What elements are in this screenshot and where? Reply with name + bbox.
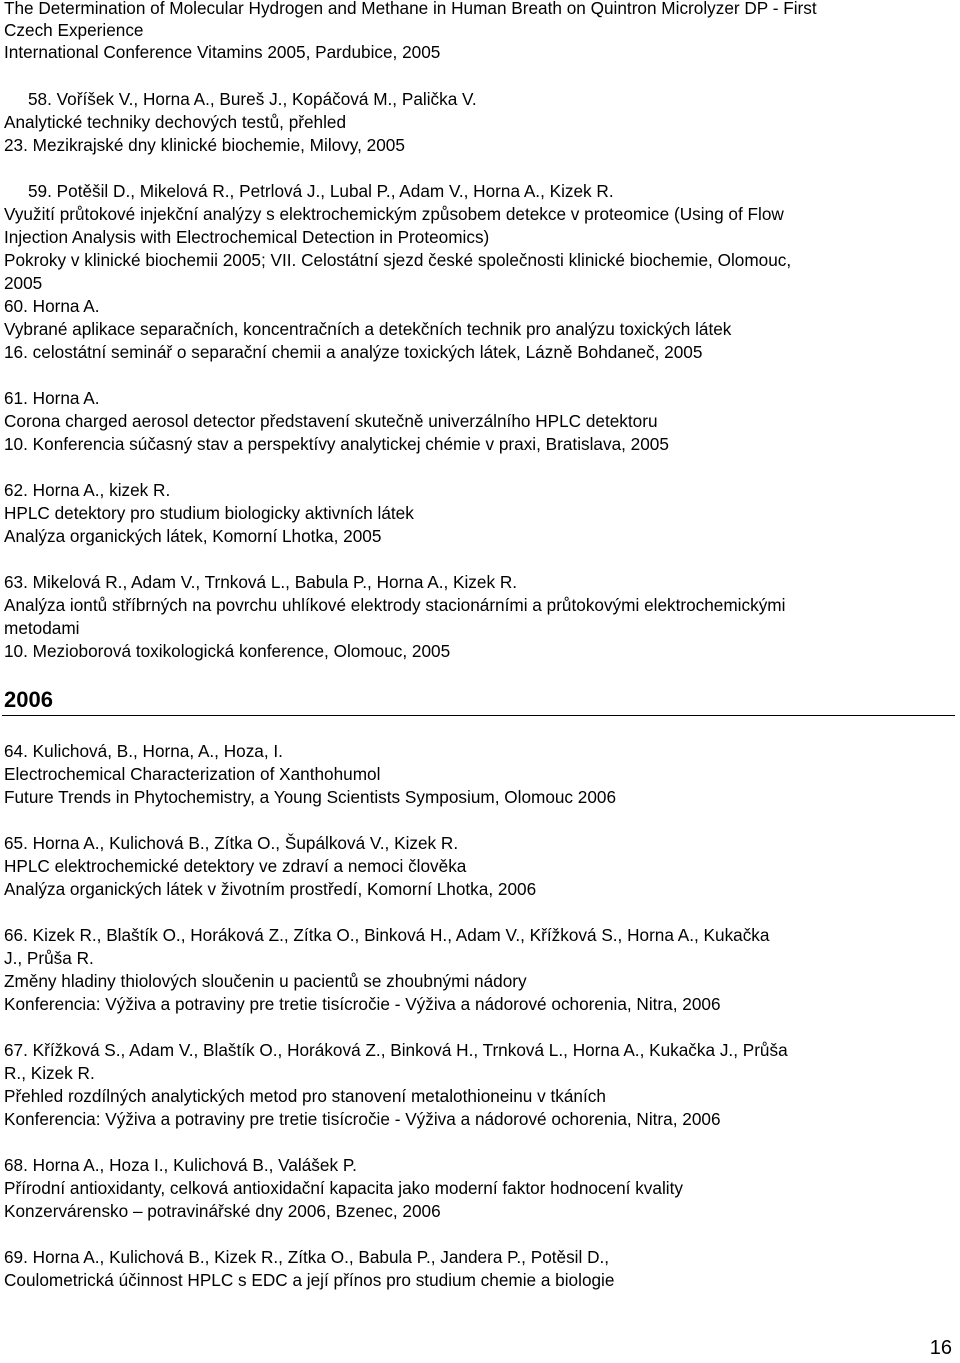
- entry-59-title-line-2: Injection Analysis with Electrochemical Detection in Proteomics): [4, 227, 490, 247]
- entry-65-authors: 65. Horna A., Kulichová B., Zítka O., Šupálková V., Kizek R.: [4, 833, 459, 853]
- entry-67-authors-line-1: 67. Křížková S., Adam V., Blaštík O., Horáková Z., Binková H., Trnková L., Horna A., Kukačka J., Průša: [4, 1040, 788, 1060]
- entry-58-authors: 58. Voříšek V., Horna A., Bureš J., Kopáčová M., Palička V.: [28, 89, 477, 109]
- entry-63-title-line-1: Analýza iontů stříbrných na povrchu uhlíkové elektrody stacionárními a průtokovými elektrochemickými: [4, 595, 786, 615]
- entry-66-authors-line-1: 66. Kizek R., Blaštík O., Horáková Z., Zítka O., Binková H., Adam V., Křížková S., Horna A., Kukačka: [4, 925, 770, 945]
- entry-58-venue: 23. Mezikrajské dny klinické biochemie, Milovy, 2005: [4, 135, 405, 155]
- section-divider: [2, 715, 955, 716]
- entry-63-title-line-2: metodami: [4, 618, 80, 638]
- entry-65-title: HPLC elektrochemické detektory ve zdraví a nemoci člověka: [4, 856, 467, 876]
- entry-64-title: Electrochemical Characterization of Xanthohumol: [4, 764, 381, 784]
- entry-63-authors: 63. Mikelová R., Adam V., Trnková L., Babula P., Horna A., Kizek R.: [4, 572, 518, 592]
- page-number: 16: [929, 1337, 952, 1359]
- entry-69-title: Coulometrická účinnost HPLC s EDC a její přínos pro studium chemie a biologie: [4, 1270, 615, 1290]
- entry-62-title: HPLC detektory pro studium biologicky aktivních látek: [4, 503, 414, 523]
- entry-66-authors-line-2: J., Průša R.: [4, 948, 94, 968]
- entry-67-title: Přehled rozdílných analytických metod pro stanovení metalothioneinu v tkáních: [4, 1086, 606, 1106]
- entry-60-authors: 60. Horna A.: [4, 296, 100, 316]
- entry-66-title: Změny hladiny thiolových sloučenin u pacientů se zhoubnými nádory: [4, 971, 527, 991]
- entry-64-authors: 64. Kulichová, B., Horna, A., Hoza, I.: [4, 741, 283, 761]
- entry-69-authors: 69. Horna A., Kulichová B., Kizek R., Zítka O., Babula P., Jandera P., Potěsil D.,: [4, 1247, 610, 1267]
- entry-62-venue: Analýza organických látek, Komorní Lhotka, 2005: [4, 526, 382, 546]
- entry-63-venue: 10. Mezioborová toxikologická konference, Olomouc, 2005: [4, 641, 451, 661]
- entry-58-title: Analytické techniky dechových testů, přehled: [4, 112, 347, 132]
- entry-62-authors: 62. Horna A., kizek R.: [4, 480, 171, 500]
- entry-59-venue-line-2: 2005: [4, 273, 43, 293]
- entry-61-venue: 10. Konferencia súčasný stav a perspektívy analytickej chémie v praxi, Bratislava, 2005: [4, 434, 669, 454]
- entry-67-authors-line-2: R., Kizek R.: [4, 1063, 95, 1083]
- entry-66-venue: Konferencia: Výživa a potraviny pre tretie tisícročie - Výživa a nádorové ochorenia, Nitra, 2006: [4, 994, 721, 1014]
- entry-67-venue: Konferencia: Výživa a potraviny pre tretie tisícročie - Výživa a nádorové ochorenia, Nitra, 2006: [4, 1109, 721, 1129]
- entry-59-title-line-1: Využití průtokové injekční analýzy s elektrochemickým způsobem detekce v proteomice (Using of Flow: [4, 204, 784, 224]
- entry-60-title: Vybrané aplikace separačních, koncentračních a detekčních technik pro analýzu toxických látek: [4, 319, 732, 339]
- entry-64-venue: Future Trends in Phytochemistry, a Young Scientists Symposium, Olomouc 2006: [4, 787, 617, 807]
- header-line-2: Czech Experience: [4, 20, 144, 40]
- entry-60-venue: 16. celostátní seminář o separační chemii a analýze toxických látek, Lázně Bohdaneč, 2005: [4, 342, 703, 362]
- entry-59-authors: 59. Potěšil D., Mikelová R., Petrlová J., Lubal P., Adam V., Horna A., Kizek R.: [28, 181, 614, 201]
- entry-68-venue: Konzervárensko – potravinářské dny 2006, Bzenec, 2006: [4, 1201, 441, 1221]
- entry-59-venue-line-1: Pokroky v klinické biochemii 2005; VII. Celostátní sjezd české společnosti klinické biochemie, Olomouc,: [4, 250, 792, 270]
- section-heading-2006: 2006: [4, 687, 53, 712]
- entry-61-title: Corona charged aerosol detector představení skutečně univerzálního HPLC detektoru: [4, 411, 658, 431]
- entry-61-authors: 61. Horna A.: [4, 388, 100, 408]
- entry-68-title: Přírodní antioxidanty, celková antioxidační kapacita jako moderní faktor hodnocení kvality: [4, 1178, 683, 1198]
- header-line-3: International Conference Vitamins 2005, Pardubice, 2005: [4, 42, 441, 62]
- entry-65-venue: Analýza organických látek v životním prostředí, Komorní Lhotka, 2006: [4, 879, 537, 899]
- entry-68-authors: 68. Horna A., Hoza I., Kulichová B., Valášek P.: [4, 1155, 357, 1175]
- header-line-1: The Determination of Molecular Hydrogen and Methane in Human Breath on Quintron Microlyzer DP - First: [4, 0, 817, 18]
